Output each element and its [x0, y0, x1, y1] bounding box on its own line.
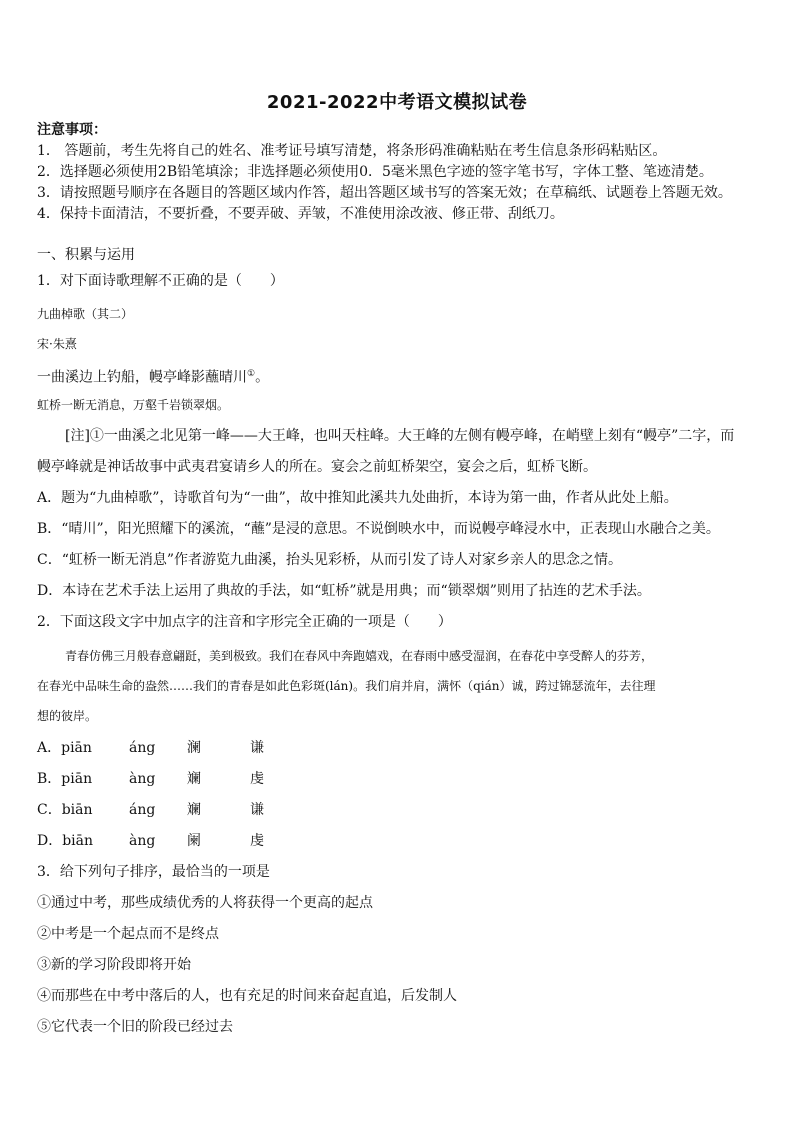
q2-option-b-char2: 虔: [250, 771, 264, 787]
section-heading: 一、积累与运用: [37, 247, 135, 263]
q2-option-a-char1: 澜: [187, 740, 201, 756]
q2-option-d-pinyin: àng: [129, 833, 156, 849]
q1-option-c: C．“虹桥一断无消息”作者游览九曲溪，抬头见彩桥，从而引发了诗人对家乡亲人的思念之情。: [37, 552, 623, 568]
page-title: 2021-2022中考语文模拟试卷: [266, 92, 528, 113]
notice-header: 注意事项：: [37, 122, 107, 138]
poem-line-1-end: 。: [255, 369, 270, 386]
q2-option-c-char1: 斓: [187, 802, 201, 818]
notice-item-4: 4．保持卡面清洁，不要折叠，不要弄破、弄皱，不准使用涂改液、修正带、刮纸刀。: [37, 206, 564, 222]
poem-title: 九曲棹歌（其二）: [37, 307, 134, 321]
q2-option-b-char1: 斓: [187, 771, 201, 787]
q3-item-2: ②中考是一个起点而不是终点: [37, 926, 219, 942]
q1-option-d: D．本诗在艺术手法上运用了典故的手法，如“虹桥”就是用典；而“锁翠烟”则用了拈连的艺术手法。: [37, 583, 651, 599]
q2-option-c-char2: 谦: [250, 802, 264, 818]
q2-option-d-char2: 虔: [250, 833, 264, 849]
q1-option-b: B．“晴川”，阳光照耀下的溪流，“蘸”是浸的意思。不说倒映水中，而说幔亭峰浸水中，正表现山水融合之美。: [37, 521, 720, 537]
poem-line-2: 虹桥一断无消息，万壑千岩锁翠烟。: [37, 398, 230, 412]
q3-item-3: ③新的学习阶段即将开始: [37, 957, 191, 973]
poem-author: 宋·朱熹: [37, 337, 77, 351]
poem-line-1-text: 一曲溪边上钓船，幔亭峰影蘸晴川: [37, 369, 247, 386]
poem-note-line-2: 幔亭峰就是神话故事中武夷君宴请乡人的所在。宴会之前虹桥架空，宴会之后，虹桥飞断。: [37, 459, 597, 475]
q2-option-c-label: C．biān: [37, 802, 93, 818]
q1-option-a: A．题为“九曲棹歌”，诗歌首句为“一曲”，故中推知此溪共九处曲折，本诗为第一曲，作者从此处上船。: [37, 490, 678, 506]
q3-item-4: ④而那些在中考中落后的人，也有充足的时间来奋起直追，后发制人: [37, 988, 457, 1004]
question-1-stem: 1．对下面诗歌理解不正确的是（ ）: [37, 273, 284, 289]
poem-note-line-1: [注]①一曲溪之北见第一峰——大王峰，也叫天柱峰。大王峰的左侧有幔亭峰，在峭壁上刻有“幔亭”二字，而: [65, 428, 735, 444]
question-3-stem: 3．给下列句子排序，最恰当的一项是: [37, 864, 270, 880]
q3-item-1: ①通过中考，那些成绩优秀的人将获得一个更高的起点: [37, 895, 373, 911]
q2-option-d-label: D．biān: [37, 833, 94, 849]
question-2-stem: 2．下面这段文字中加点字的注音和字形完全正确的一项是（ ）: [37, 614, 452, 630]
q2-option-c: [37, 801, 337, 819]
q2-option-a-pinyin: áng: [129, 740, 156, 756]
q2-option-d: [37, 832, 337, 850]
q3-item-5: ⑤它代表一个旧的阶段已经过去: [37, 1019, 233, 1035]
q2-passage-line-1: 青春仿佛三月般春意翩跹，美到极致。我们在春风中奔跑嬉戏，在春雨中感受湿润，在春花中享受醉人的芬芳，: [65, 649, 654, 663]
notice-item-3: 3．请按照题号顺序在各题目的答题区域内作答，超出答题区域书写的答案无效；在草稿纸、试题卷上答题无效。: [37, 185, 732, 201]
q2-option-c-pinyin: áng: [129, 802, 156, 818]
q2-option-a-char2: 谦: [250, 740, 264, 756]
q2-passage-line-3: 想的彼岸。: [37, 709, 98, 723]
notice-item-1: 1． 答题前，考生先将自己的姓名、准考证号填写清楚，将条形码准确粘贴在考生信息条形码粘贴区。: [37, 143, 667, 159]
q2-option-d-char1: 阑: [187, 833, 201, 849]
q2-option-a-label: A．piān: [37, 740, 92, 756]
footnote-marker: ①: [247, 369, 256, 379]
q2-option-b-label: B．piān: [37, 771, 93, 787]
q2-option-b-pinyin: àng: [129, 771, 156, 787]
q2-option-b: [37, 770, 337, 788]
poem-line-1: [37, 365, 767, 387]
notice-item-2: 2．选择题必须使用2B铅笔填涂；非选择题必须使用0．5毫米黑色字迹的签字笔书写，字体工整、笔迹清楚。: [37, 164, 713, 180]
q2-option-a: [37, 739, 337, 757]
q2-passage-line-2: 在春光中品味生命的盎然……我们的青春是如此色彩斑(lán)。我们肩并肩，满怀（qián）诚，跨过锦瑟流年，去往理: [37, 679, 656, 693]
